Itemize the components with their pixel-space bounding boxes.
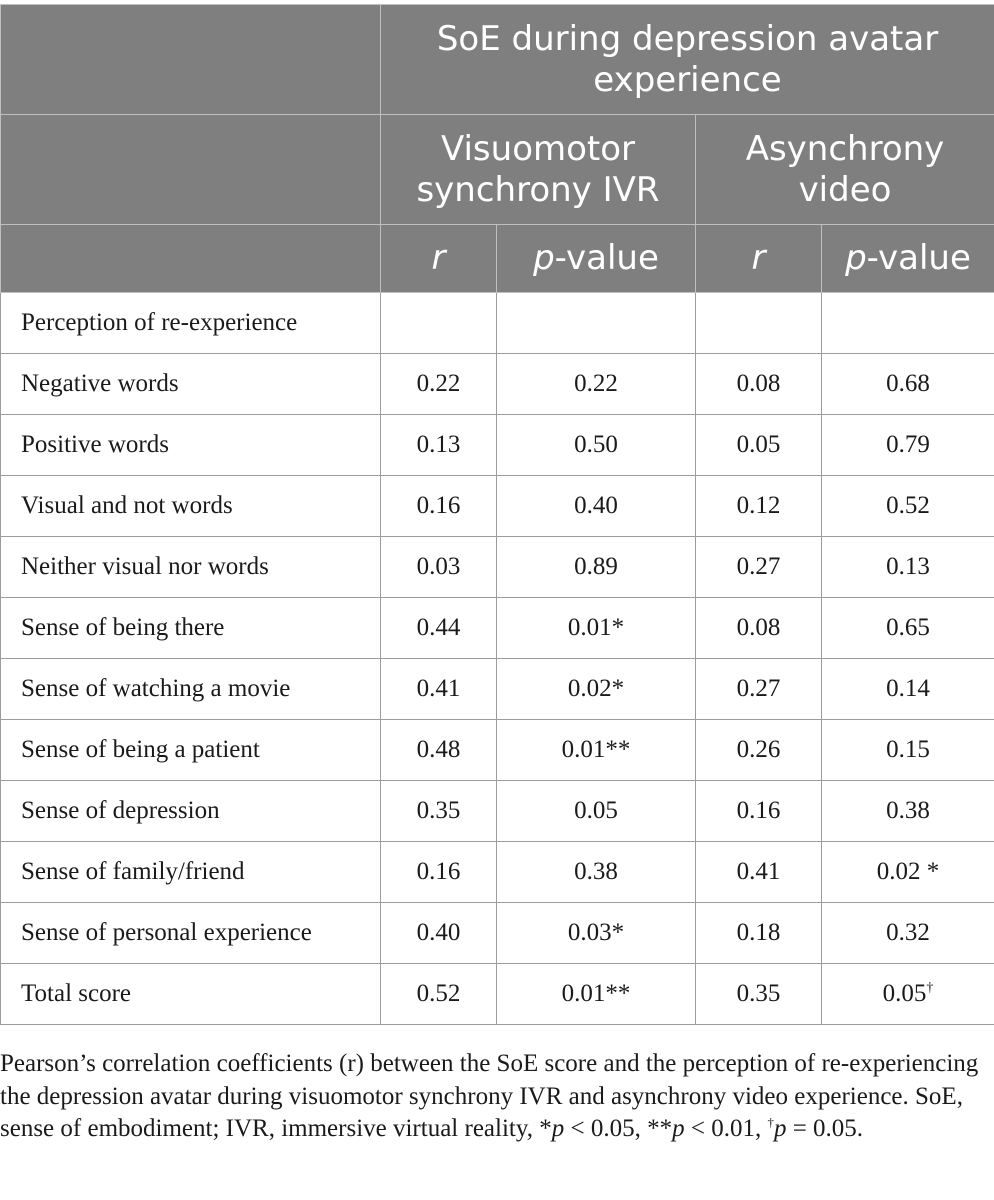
- cell-r-visuomotor: 0.16: [381, 476, 497, 537]
- cell-r-visuomotor: 0.13: [381, 415, 497, 476]
- cell-r-visuomotor: 0.22: [381, 354, 497, 415]
- table-row: [1, 598, 994, 659]
- table-row: [1, 842, 994, 903]
- cell-r-asynchrony: 0.05: [696, 415, 822, 476]
- cell-r-visuomotor: 0.16: [381, 842, 497, 903]
- cell-r-visuomotor: 0.41: [381, 659, 497, 720]
- cell-p-asynchrony: 0.68: [822, 354, 994, 415]
- table-row: [1, 720, 994, 781]
- empty-cell: [696, 293, 822, 354]
- cell-r-visuomotor: 0.40: [381, 903, 497, 964]
- table-row: [1, 964, 994, 1025]
- cell-r-asynchrony: 0.08: [696, 598, 822, 659]
- cell-p-asynchrony: 0.52: [822, 476, 994, 537]
- cell-p-asynchrony: 0.79: [822, 415, 994, 476]
- cell-r-asynchrony: 0.41: [696, 842, 822, 903]
- section-label: Perception of re-experience: [1, 293, 381, 354]
- row-label: Neither visual nor words: [1, 537, 381, 598]
- table-row: [1, 781, 994, 842]
- row-label: Sense of being a patient: [1, 720, 381, 781]
- row-label: Negative words: [1, 354, 381, 415]
- row-label: Sense of depression: [1, 781, 381, 842]
- header-subgroup-visuomotor: Visuomotor synchrony IVR: [381, 115, 696, 225]
- cell-p-visuomotor: 0.22: [497, 354, 696, 415]
- cell-p-visuomotor: 0.50: [497, 415, 696, 476]
- cell-p-asynchrony: 0.13: [822, 537, 994, 598]
- cell-p-visuomotor: 0.89: [497, 537, 696, 598]
- cell-p-asynchrony: 0.15: [822, 720, 994, 781]
- empty-cell: [497, 293, 696, 354]
- cell-p-visuomotor: 0.05: [497, 781, 696, 842]
- table-footnote: Pearson’s correlation coefficients (r) between the SoE score and the perception of re-experiencing the depression avatar during visuomotor synchrony IVR and asynchrony video experience. SoE, sense of embodiment; IVR, immersive virtual reality, *p < 0.05, **p < 0.01, †p = 0.05.: [0, 1050, 979, 1142]
- cell-p-asynchrony: 0.65: [822, 598, 994, 659]
- cell-p-asynchrony: 0.38: [822, 781, 994, 842]
- cell-r-visuomotor: 0.44: [381, 598, 497, 659]
- cell-p-visuomotor: 0.01**: [497, 964, 696, 1025]
- cell-r-visuomotor: 0.48: [381, 720, 497, 781]
- dagger-symbol: †: [767, 1114, 774, 1130]
- header-empty-corner: [1, 115, 381, 225]
- cell-p-visuomotor: 0.40: [497, 476, 696, 537]
- table-body: [1, 293, 994, 1025]
- row-label: Visual and not words: [1, 476, 381, 537]
- cell-p-visuomotor: 0.01*: [497, 598, 696, 659]
- header-group-title: SoE during depression avatar experience: [381, 5, 994, 115]
- header-p-visuomotor: p-value: [497, 225, 696, 293]
- row-label: Sense of watching a movie: [1, 659, 381, 720]
- table-row: [1, 476, 994, 537]
- header-empty-corner: [1, 5, 381, 115]
- header-p-asynchrony: p-value: [822, 225, 994, 293]
- cell-r-asynchrony: 0.27: [696, 659, 822, 720]
- cell-p-visuomotor: 0.38: [497, 842, 696, 903]
- table-row: [1, 415, 994, 476]
- empty-cell: [381, 293, 497, 354]
- row-label: Sense of being there: [1, 598, 381, 659]
- row-label: Sense of family/friend: [1, 842, 381, 903]
- header-row-group: [1, 5, 994, 115]
- cell-r-asynchrony: 0.12: [696, 476, 822, 537]
- cell-p-visuomotor: 0.01**: [497, 720, 696, 781]
- dagger-symbol: †: [926, 980, 934, 996]
- cell-r-asynchrony: 0.26: [696, 720, 822, 781]
- section-row: [1, 293, 994, 354]
- cell-r-visuomotor: 0.03: [381, 537, 497, 598]
- cell-r-asynchrony: 0.18: [696, 903, 822, 964]
- cell-p-asynchrony: 0.32: [822, 903, 994, 964]
- row-label: Total score: [1, 964, 381, 1025]
- cell-r-asynchrony: 0.27: [696, 537, 822, 598]
- header-row-subgroups: [1, 115, 994, 225]
- correlation-table: [0, 4, 994, 1025]
- cell-p-asynchrony: 0.02 *: [822, 842, 994, 903]
- cell-r-asynchrony: 0.08: [696, 354, 822, 415]
- header-row-columns: [1, 225, 994, 293]
- cell-p-asynchrony: 0.14: [822, 659, 994, 720]
- cell-p-visuomotor: 0.03*: [497, 903, 696, 964]
- row-label: Positive words: [1, 415, 381, 476]
- table-row: [1, 354, 994, 415]
- table-row: [1, 903, 994, 964]
- cell-r-visuomotor: 0.52: [381, 964, 497, 1025]
- cell-r-asynchrony: 0.16: [696, 781, 822, 842]
- row-label: Sense of personal experience: [1, 903, 381, 964]
- cell-p-asynchrony: 0.05†: [822, 964, 994, 1025]
- cell-p-visuomotor: 0.02*: [497, 659, 696, 720]
- empty-cell: [822, 293, 994, 354]
- cell-r-asynchrony: 0.35: [696, 964, 822, 1025]
- table-row: [1, 537, 994, 598]
- table-row: [1, 659, 994, 720]
- header-r-asynchrony: r: [696, 225, 822, 293]
- header-subgroup-asynchrony: Asynchrony video: [696, 115, 994, 225]
- header-empty-corner: [1, 225, 381, 293]
- header-r-visuomotor: r: [381, 225, 497, 293]
- cell-r-visuomotor: 0.35: [381, 781, 497, 842]
